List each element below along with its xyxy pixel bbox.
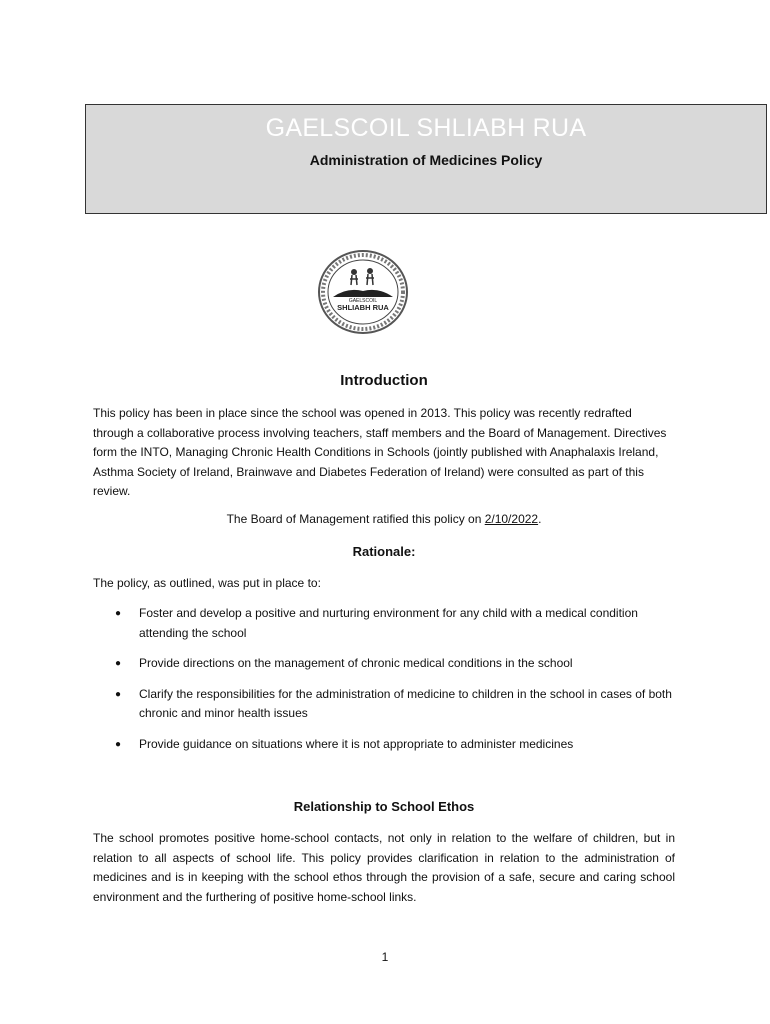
list-item-text: Provide guidance on situations where it is not appropriate to administer medicines: [139, 736, 574, 751]
logo-top-text: GAELSCOIL: [348, 298, 378, 304]
rationale-list: [93, 604, 675, 765]
page-number: 1: [381, 950, 389, 964]
policy-title: Administration of Medicines Policy: [309, 152, 543, 168]
list-item: [93, 685, 675, 724]
list-item-text: Provide directions on the management of chronic medical conditions in the school: [139, 656, 573, 670]
list-item: [93, 654, 675, 674]
ratified-line: [93, 512, 675, 526]
bullet-icon: ●: [115, 738, 122, 750]
introduction-heading: Introduction: [340, 372, 428, 389]
rationale-intro: The policy, as outlined, was put in place to:: [93, 576, 321, 590]
school-crest-logo: [317, 249, 409, 335]
ratified-prefix: The Board of Management ratified this policy on: [226, 512, 485, 526]
ethos-paragraph: The school promotes positive home-school contacts, not only in relation to the welfare of children, but in relation to all aspects of school life. This policy provides clarification in relation to the administration of medicines and is in keeping with the school ethos through the provision of a safe, secure and caring school environment and the furthering of positive home-school links.: [93, 831, 675, 904]
list-item-text: Foster and develop a positive and nurturing environment for any child with a medical condition attending the school: [139, 606, 638, 640]
introduction-paragraph: This policy has been in place since the school was opened in 2013. This policy was recently redrafted through a collaborative process involving teachers, staff members and the Board of Management. Directives form the INTO, Managing Chronic Health Conditions in Schools (jointly published with Anaphalaxis Ireland, Asthma Society of Ireland, Brainwave and Diabetes Federation of Ireland) were consulted as part of this review.: [93, 406, 667, 498]
list-item: [93, 604, 675, 643]
ratified-date: 2/10/2022: [484, 512, 539, 526]
bullet-icon: ●: [115, 688, 122, 700]
ethos-heading: Relationship to School Ethos: [293, 799, 475, 814]
bullet-icon: ●: [115, 658, 122, 669]
list-item: [93, 735, 675, 755]
ratified-suffix: .: [538, 512, 542, 526]
list-item-text: Clarify the responsibilities for the administration of medicine to children in the school in cases of both chronic and minor health issues: [139, 686, 672, 720]
bullet-icon: ●: [115, 608, 122, 619]
school-name: GAELSCOIL SHLIABH RUA: [265, 114, 587, 142]
title-banner: [85, 104, 767, 214]
rationale-heading: Rationale:: [352, 544, 416, 559]
logo-bottom-text: SHLIABH RUA: [337, 303, 389, 312]
